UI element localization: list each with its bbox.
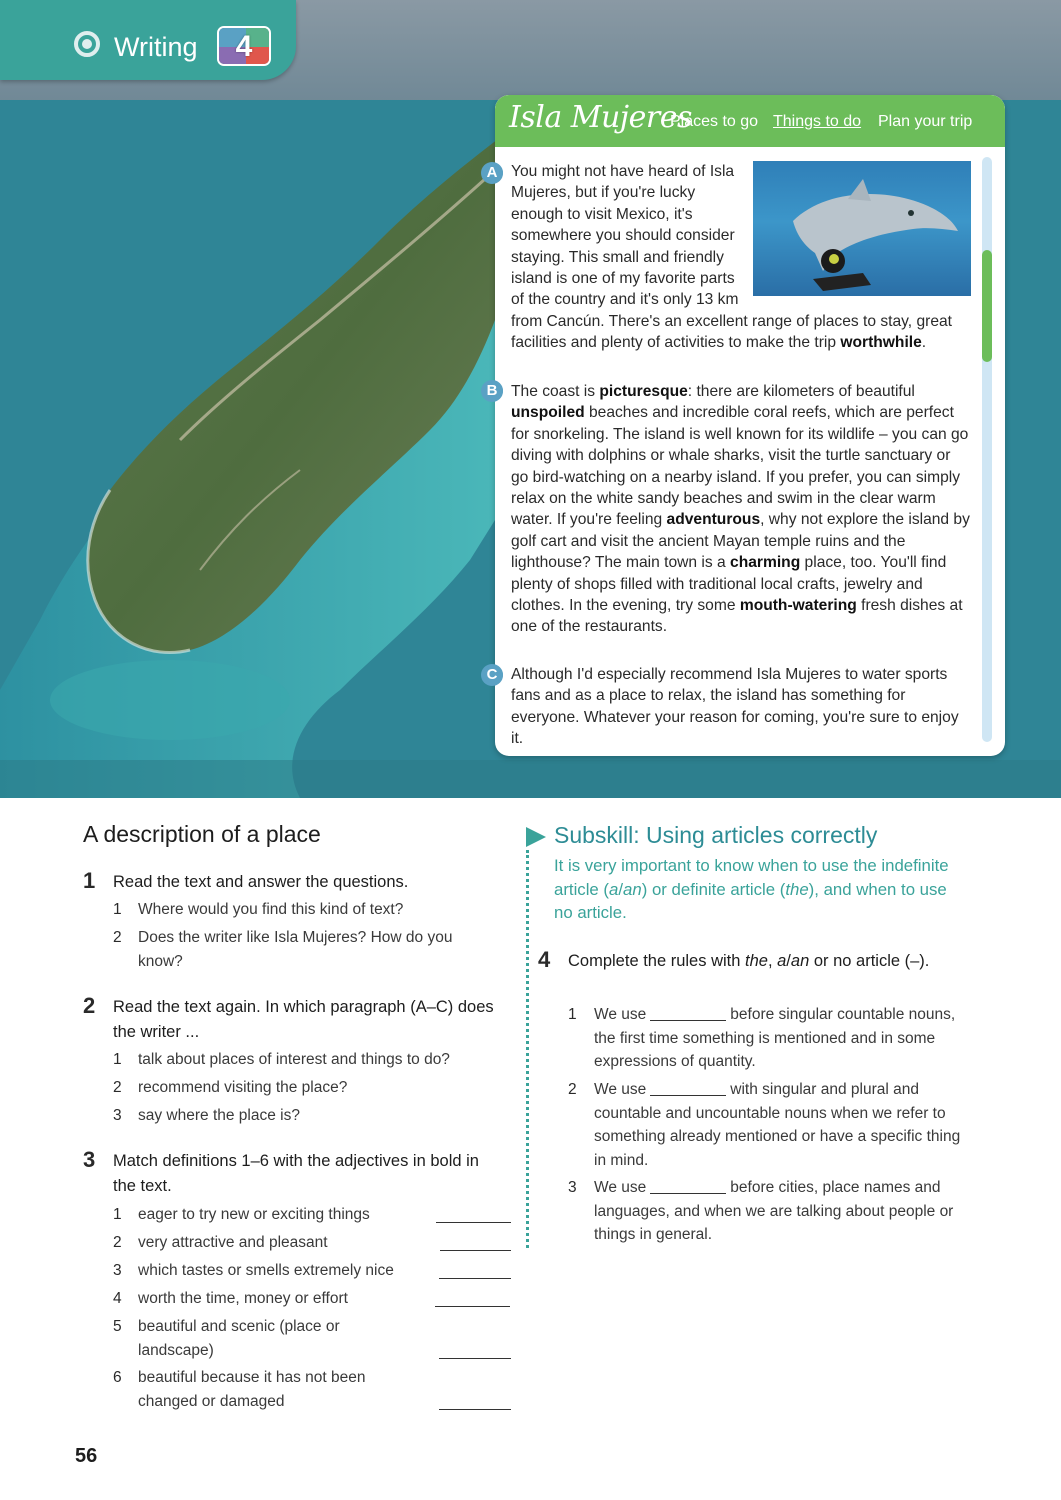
paragraph-a xyxy=(511,161,971,354)
subskill-title: Subskill: Using articles correctly xyxy=(554,822,878,848)
site-name: Isla Mujeres xyxy=(509,100,692,135)
text-run: The coast is xyxy=(511,383,600,400)
paragraph-c-text xyxy=(511,666,959,747)
question-text: Complete the rules with the, a/an or no article (–). xyxy=(568,952,930,970)
page-number: 56 xyxy=(75,1445,98,1467)
section-tab xyxy=(0,0,296,80)
answer-blank[interactable] xyxy=(439,1409,511,1410)
bold-adjective: adventurous xyxy=(666,511,761,529)
answer-blank[interactable] xyxy=(439,1358,511,1359)
answer-blank[interactable] xyxy=(650,1193,726,1194)
text-run: You might not have heard of Isla Mujeres, but if you're lucky enough to visit Mexico, it's somewhere you should consider staying. This small and friendly island is one of my favorite parts of the country and it's only 13 km from Cancún. There's an excellent range of places to stay, great facilities and plenty of activities to make the trip xyxy=(511,163,952,352)
item-number: 2 xyxy=(113,1079,122,1096)
item-number: 1 xyxy=(113,901,122,918)
rule-text: We use before cities, place names and languages, and when we are talking about people or things in general. xyxy=(594,1179,954,1243)
question-number: 4 xyxy=(538,947,551,972)
item-number: 3 xyxy=(113,1262,122,1279)
dotted-divider xyxy=(526,850,529,1248)
dolphin-diver-photo xyxy=(753,161,971,296)
paragraph-marker-a: A xyxy=(481,162,503,184)
question-text: Read the text and answer the questions. xyxy=(113,873,409,891)
item-text: which tastes or smells extremely nice xyxy=(138,1262,394,1279)
nav-plan-your-trip[interactable]: Plan your trip xyxy=(878,113,973,130)
item-number: 2 xyxy=(568,1081,577,1098)
bold-adjective: charming xyxy=(730,554,801,572)
dolphin-icon xyxy=(753,161,971,296)
question-number: 1 xyxy=(83,868,96,893)
website-header xyxy=(495,95,1005,147)
item-text: Where would you find this kind of text? xyxy=(138,901,404,918)
answer-blank[interactable] xyxy=(650,1020,726,1021)
paragraph-b xyxy=(511,381,971,638)
paragraph-c xyxy=(511,664,971,750)
item-number: 2 xyxy=(113,929,122,946)
item-text: worth the time, money or effort xyxy=(138,1290,348,1307)
text-run: Although I'd especially recommend Isla Mujeres to water sports fans and as a place to relax, the island has something for everyone. Whatever your reason for coming, you're sure to enjoy it. xyxy=(511,666,959,748)
unit-number: 4 xyxy=(235,30,253,63)
bold-adjective: worthwhile xyxy=(840,334,922,352)
item-number: 1 xyxy=(113,1051,122,1068)
section-title: Writing xyxy=(114,32,198,62)
item-text: very attractive and pleasant xyxy=(138,1234,328,1251)
item-text: Does the writer like Isla Mujeres? How do you know? xyxy=(138,929,453,970)
website-panel xyxy=(495,95,1005,756)
question-text: Read the text again. In which paragraph (A–C) does the writer ... xyxy=(113,998,494,1041)
text-run: . xyxy=(921,334,927,352)
item-number: 3 xyxy=(568,1179,577,1196)
item-number: 1 xyxy=(113,1206,122,1223)
scrollbar-track[interactable] xyxy=(982,157,992,742)
bold-adjective: mouth-watering xyxy=(739,597,857,615)
answer-blank[interactable] xyxy=(439,1278,511,1279)
item-text: eager to try new or exciting things xyxy=(138,1206,370,1223)
text-run: : there are kilometers of beautiful xyxy=(687,383,915,400)
scrollbar-thumb[interactable] xyxy=(982,250,992,362)
question-number: 2 xyxy=(83,993,96,1018)
item-number: 2 xyxy=(113,1234,122,1251)
item-number: 3 xyxy=(113,1107,122,1124)
section-heading: A description of a place xyxy=(83,821,321,847)
answer-blank[interactable] xyxy=(435,1306,510,1307)
item-text: beautiful and scenic (place or landscape) xyxy=(138,1318,340,1359)
text-run: fresh dishes at one of the restaurants. xyxy=(511,597,963,636)
answer-blank[interactable] xyxy=(440,1250,511,1251)
rule-text: We use before singular countable nouns, the first time something is mentioned and in some expressions of quantity. xyxy=(594,1006,956,1070)
question-text: Match definitions 1–6 with the adjectives in bold in the text. xyxy=(113,1152,479,1195)
play-arrow-icon xyxy=(526,827,546,847)
text-run: , why not explore the island by golf cart and visit the ancient Mayan temple ruins and the lighthouse? The main town is a xyxy=(511,511,970,572)
item-text: beautiful because it has not been changed or damaged xyxy=(138,1369,366,1410)
item-number: 4 xyxy=(113,1290,122,1307)
unit-badge xyxy=(217,26,271,66)
bold-adjective: unspoiled xyxy=(511,404,585,422)
paragraph-marker-c: C xyxy=(481,664,503,686)
item-text: say where the place is? xyxy=(138,1107,300,1124)
item-number: 6 xyxy=(113,1369,122,1386)
bold-adjective: picturesque xyxy=(599,383,688,400)
answer-blank[interactable] xyxy=(650,1095,726,1096)
subskill-body: It is very important to know when to use the indefinite article (a/an) or definite article (the), and when to use no article. xyxy=(554,856,949,922)
item-text: recommend visiting the place? xyxy=(138,1079,348,1096)
item-text: talk about places of interest and things to do? xyxy=(138,1051,450,1068)
question-number: 3 xyxy=(83,1147,96,1172)
rule-text: We use with singular and plural and countable and uncountable nouns when we refer to something already mentioned or have a specific thing in mind. xyxy=(594,1081,961,1169)
text-run: place, too. You'll find plenty of shops filled with traditional local crafts, jewelry and clothes. In the evening, try some xyxy=(511,554,947,615)
paragraph-marker-b: B xyxy=(481,380,503,402)
paragraph-b-text xyxy=(511,383,970,635)
ring-icon xyxy=(74,31,100,57)
answer-blank[interactable] xyxy=(436,1222,511,1223)
item-number: 1 xyxy=(568,1006,577,1023)
nav-things-to-do[interactable]: Things to do xyxy=(773,113,862,130)
nav-places-to-go[interactable]: Places to go xyxy=(670,113,759,130)
item-number: 5 xyxy=(113,1318,122,1335)
text-run: beaches and incredible coral reefs, which are perfect for snorkeling. The island is well known for its wildlife – you can go diving with dolphins or whale sharks, visit the turtle sanctuary or go bird-watching on a nearby island. If you prefer, you can simply relax on the white sandy beaches and swim in the clear warm water. If you're feeling xyxy=(511,404,969,529)
